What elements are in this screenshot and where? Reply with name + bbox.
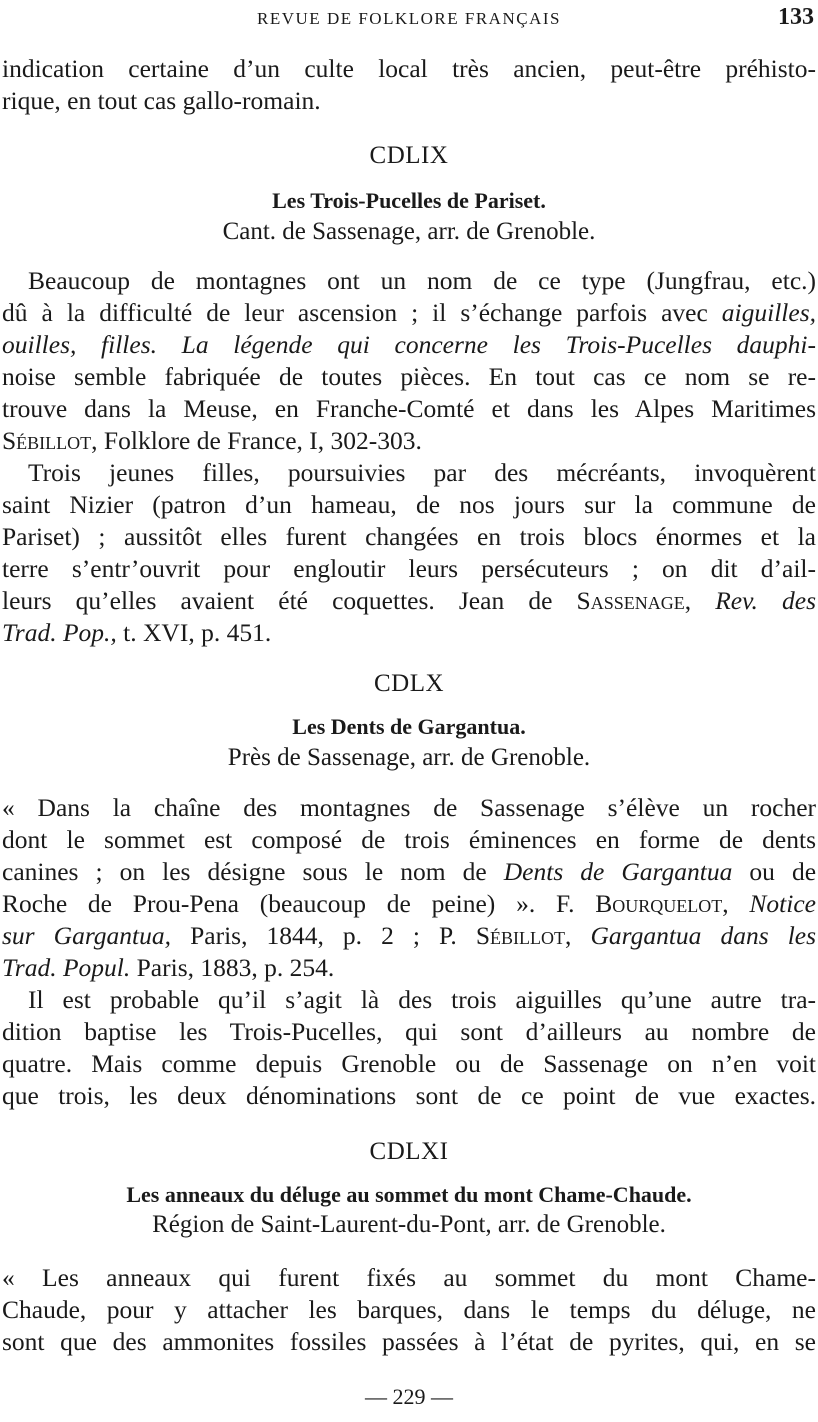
section-title: Les Trois-Pucelles de Pariset.	[272, 188, 546, 213]
paragraph-line: Chaude, pour y attacher les barques, dans le temps du déluge, ne	[2, 1295, 816, 1324]
journal-ref: Trad. Pop.,	[2, 618, 117, 647]
author-name: Sébillot,	[475, 921, 572, 950]
paragraph-line: sont que des ammonites fossiles passées à l’état de pyrites, qui, en se	[2, 1327, 816, 1356]
author-name: Sébillot	[2, 426, 92, 455]
section-location: Près de Sassenage, arr. de Grenoble.	[227, 744, 591, 771]
paragraph-line: trouve dans la Meuse, en Franche-Comté et dans les Alpes Maritimes	[2, 394, 816, 423]
paragraph-line: quatre. Mais comme depuis Grenoble ou de Sassenage on n’en voit	[2, 1049, 816, 1078]
paragraph-line: dû à la difficulté de leur ascension ; il s’échange parfois avec aiguilles,	[2, 298, 816, 327]
author-name: Bourquelot,	[595, 889, 729, 918]
paragraph-line: canines ; on les désigne sous le nom de Dents de Gargantua ou de	[2, 857, 817, 886]
paragraph-line: dont le sommet est composé de trois éminences en forme de dents	[2, 825, 816, 854]
paragraph-line: que trois, les deux dénominations sont de ce point de vue exactes.	[2, 1081, 816, 1110]
paragraph-line: terre s’entr’ouvrit pour engloutir leurs persécuteurs ; on dit d’ail-	[2, 554, 816, 583]
citation-line: Sébillot, Folklore de France, I, 302-303.	[2, 426, 422, 455]
citation-line: Trad. Popul. Paris, 1883, p. 254.	[2, 953, 335, 982]
work-title: sur Gargantua,	[2, 921, 172, 950]
paragraph-line: rique, en tout cas gallo-romain.	[2, 86, 321, 115]
paragraph-line: noise semble fabriquée de toutes pièces. En tout cas ce nom se re-	[2, 362, 816, 391]
section-number: CDLXI	[369, 1138, 449, 1165]
paragraph-line: sur Gargantua, Paris, 1844, p. 2 ; P. Sébillot, Gargantua dans les	[2, 921, 817, 950]
journal-ref: Rev. des	[715, 586, 817, 615]
section-title: Les Dents de Gargantua.	[292, 714, 526, 739]
paragraph-line: indication certaine d’un culte local très ancien, peut-être préhisto-	[2, 54, 816, 83]
italic-term: aiguilles,	[721, 298, 816, 327]
section-number: CDLX	[373, 670, 445, 697]
paragraph-line: Beaucoup de montagnes ont un nom de ce type (Jungfrau, etc.)	[28, 266, 816, 295]
paragraph-line: Pariset) ; aussitôt elles furent changées en trois blocs énormes et la	[2, 522, 816, 551]
section-title: Les anneaux du déluge au sommet du mont Chame-Chaude.	[126, 1182, 692, 1207]
paragraph-line: saint Nizier (patron d’un hameau, de nos jours sur la commune de	[2, 490, 816, 519]
italic-term: Dents de Gargantua	[503, 857, 733, 886]
work-title: Gargantua dans les	[590, 921, 817, 950]
paragraph-line: « Les anneaux qui furent fixés au sommet du mont Chame-	[2, 1263, 816, 1292]
section-location: Cant. de Sassenage, arr. de Grenoble.	[222, 218, 596, 245]
paragraph-line: dition baptise les Trois-Pucelles, qui sont d’ailleurs au nombre de	[2, 1017, 816, 1046]
paragraph-line: Roche de Prou-Pena (beaucoup de peine) ». F. Bourquelot, Notice	[2, 889, 816, 918]
running-header	[0, 6, 818, 32]
paragraph-line: « Dans la chaîne des montagnes de Sassenage s’élève un rocher	[2, 793, 816, 822]
paragraph-line: Trois jeunes filles, poursuivies par des mécréants, invoquèrent	[28, 458, 816, 487]
section-location: Région de Saint-Laurent-du-Pont, arr. de Grenoble.	[152, 1211, 666, 1238]
work-title: Notice	[749, 889, 816, 918]
header-page-number: 133	[778, 4, 814, 30]
journal-title: REVUE DE FOLKLORE FRANÇAIS	[257, 9, 561, 28]
section-number: CDLIX	[369, 142, 449, 169]
paragraph-line: leurs qu’elles avaient été coquettes. Jean de Sassenage, Rev. des	[2, 586, 817, 615]
citation-line: Trad. Pop., t. XVI, p. 451.	[2, 618, 272, 647]
author-name: Sassenage	[576, 586, 685, 615]
work-title: Trad. Popul.	[2, 953, 131, 982]
page-footer-number: — 229 —	[365, 1384, 453, 1409]
paragraph-line: ouilles, filles. La légende qui concerne les Trois-Pucelles dauphi-	[2, 330, 816, 359]
paragraph-line: Il est probable qu’il s’agit là des trois aiguilles qu’une autre tra-	[28, 985, 816, 1014]
